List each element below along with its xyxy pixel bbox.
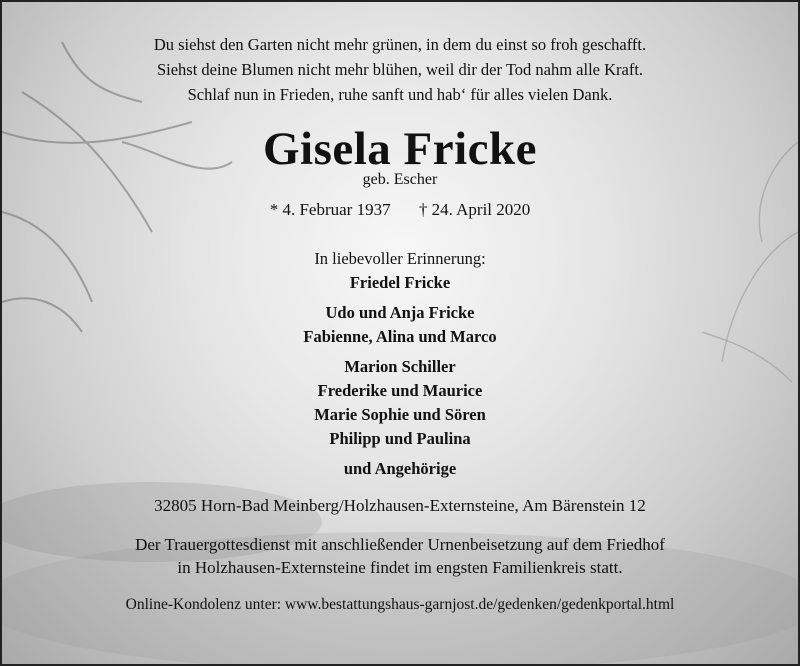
family-list [2,271,798,481]
life-dates [2,199,798,221]
family-entry: und Angehörige [343,459,457,478]
poem-verse [2,2,798,107]
family-entry: Udo und Anja Fricke [325,303,475,322]
family-entry: Philipp und Paulina [329,429,471,448]
deceased-name: Gisela Fricke [262,123,538,175]
death-date: † 24. April 2020 [418,200,531,219]
family-entry: Friedel Fricke [349,273,451,292]
family-entry: Marion Schiller [344,357,456,376]
verse-line: Schlaf nun in Frieden, ruhe sanft und hab‘ für alles vielen Dank. [187,85,613,104]
family-entry: Marie Sophie und Sören [314,405,486,424]
family-entry: Fabienne, Alina und Marco [303,327,497,346]
memory-label: In liebevoller Erinnerung: [314,249,486,268]
service-line: in Holzhausen-Externsteine findet im engsten Familienkreis statt. [177,558,623,577]
maiden-name: geb. Escher [362,171,438,188]
verse-line: Siehst deine Blumen nicht mehr blühen, weil dir der Tod nahm alle Kraft. [156,60,644,79]
address: 32805 Horn-Bad Meinberg/Holzhausen-Externsteine, Am Bärenstein 12 [154,496,646,515]
verse-line: Du siehst den Garten nicht mehr grünen, in dem du einst so froh geschafft. [153,35,647,54]
family-entry: Frederike und Maurice [317,381,483,400]
service-info [2,533,798,579]
birth-date: * 4. Februar 1937 [269,200,391,219]
online-condolence: Online-Kondolenz unter: www.bestattungshaus-garnjost.de/gedenken/gedenkportal.html [125,596,675,613]
service-line: Der Trauergottesdienst mit anschließender Urnenbeisetzung auf dem Friedhof [135,535,665,554]
